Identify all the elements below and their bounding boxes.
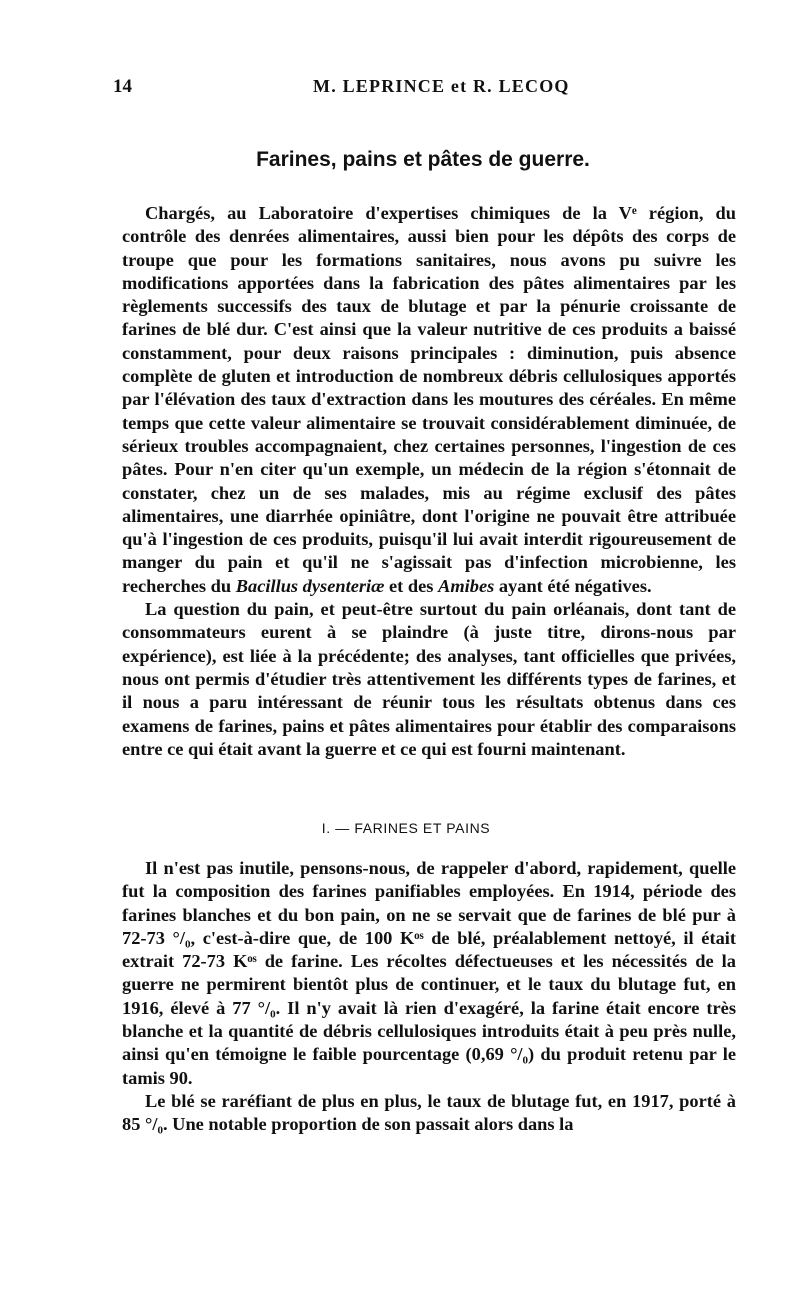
section-heading: I. — FARINES ET PAINS: [321, 820, 491, 836]
section-text-block: [122, 857, 736, 1137]
paragraph: [122, 202, 736, 598]
paragraph: La question du pain, et peut-être surtout du pain orléanais, dont tant de consommateurs eurent à se plaindre (à juste titre, dirons-nous par expérience), est liée à la précédente; des analyses, tant officielles que privées, nous ont permis d'étudier très attentivement les différents types de farines, et il nous a paru intéressant de réunir tous les résultats obtenus dans ces examens de farines, pains et pâtes alimentaires pour établir des comparaisons entre ce qui était avant la guerre et ce qui est fourni maintenant.: [122, 599, 736, 759]
page-number: 14: [113, 76, 132, 97]
paragraph: Le blé se raréfiant de plus en plus, le taux de blutage fut, en 1917, porté à 85 °/₀. Une notable proportion de son passait alors dans la: [122, 1090, 736, 1135]
paragraph-text: ayant été négatives.: [494, 575, 652, 596]
paragraph-text: Chargés, au Laboratoire d'expertises chimiques de la Vᵉ région, du contrôle des denrées alimentaires, aussi bien pour les dépôts des corps de troupe que pour les formations sanitaires, nous avons pu suivre les modifications apportées dans la fabrication des pâtes alimentaires par les règlements successifs des taux de blutage et par la pénurie croissante de farines de blé dur. C'est ainsi que la valeur nutritive de ces produits a baissé constamment, pour deux raisons principales : diminution, puis absence complète de gluten et introduction de nombreux débris cellulosiques apportés par l'élévation des taux d'extraction dans les moutures des céréales. En même temps que cette valeur alimentaire se trouvait considérablement diminuée, de sérieux troubles accompagnaient, chez certaines personnes, l'ingestion de ces pâtes. Pour n'en citer qu'un exemple, un médecin de la région s'étonnait de constater, chez un de ses malades, mis au régime exclusif des pâtes alimentaires, une diarrhée opiniâtre, dont l'origine ne pouvait être attribuée qu'à l'ingestion de ces produits, puisqu'il lui avait interdit rigoureusement de manger du pain et qu'il ne s'agissait pas d'infection microbienne, les recherches du: [122, 203, 736, 596]
intro-text-block: [122, 202, 736, 761]
running-head-authors: M. LEPRINCE et R. LECOQ: [313, 76, 570, 96]
italic-term: Amibes: [438, 575, 495, 596]
italic-term: Bacillus dysenteriæ: [235, 575, 385, 596]
running-header: [113, 76, 733, 100]
article-title: Farines, pains et pâtes de guerre.: [256, 148, 590, 171]
paragraph-text: et des: [384, 575, 439, 596]
paragraph: Il n'est pas inutile, pensons-nous, de rappeler d'abord, rapidement, quelle fut la composition des farines panifiables employées. En 1914, période des farines blanches et du bon pain, on ne se servait que de farines de blé pur à 72-73 °/₀, c'est-à-dire que, de 100 Kᵒˢ de blé, préalablement nettoyé, il était extrait 72-73 Kᵒˢ de farine. Les récoltes défectueuses et les nécessités de la guerre ne permirent bientôt plus de continuer, et le taux du blutage fut, en 1916, élevé à 77 °/₀. Il n'y avait là rien d'exagéré, la farine était encore très blanche et la quantité de débris cellulosiques introduits était à peu près nulle, ainsi qu'en témoigne le faible pourcentage (0,69 °/₀) du produit retenu par le tamis 90.: [122, 858, 736, 1088]
